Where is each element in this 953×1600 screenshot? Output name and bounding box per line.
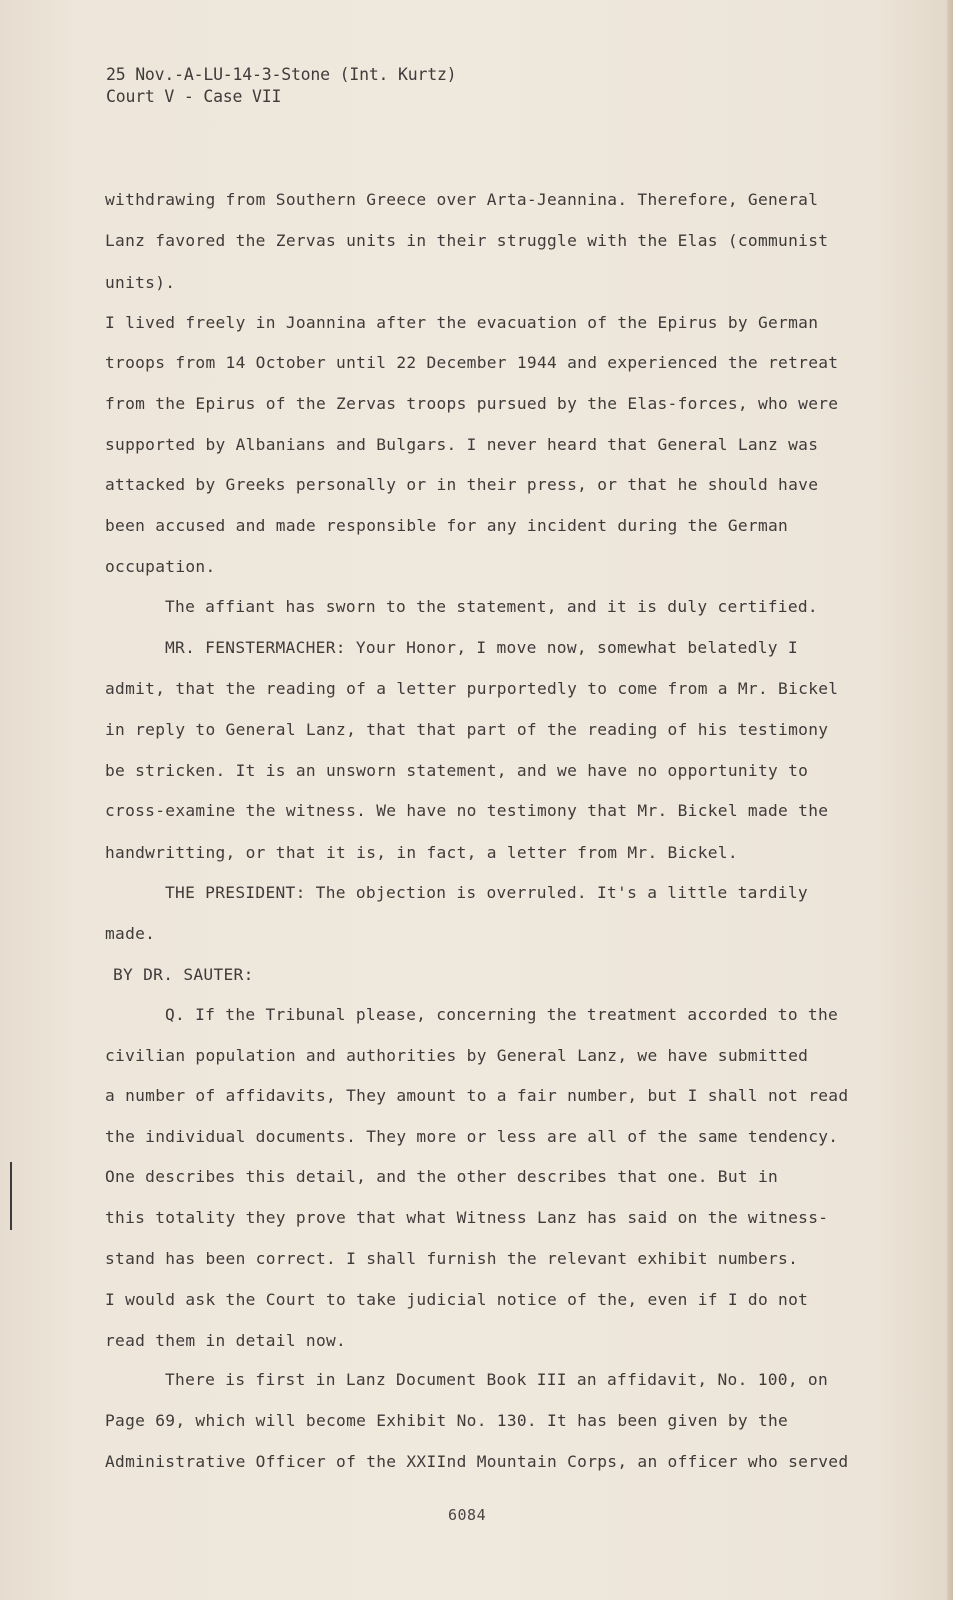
text-line: admit, that the reading of a letter purportedly to come from a Mr. Bickel	[105, 679, 839, 698]
text-line: I lived freely in Joannina after the evacuation of the Epirus by German	[105, 313, 819, 332]
text-line: handwritting, or that it is, in fact, a letter from Mr. Bickel.	[105, 843, 738, 862]
margin-mark	[10, 1162, 12, 1230]
page-edge	[947, 0, 953, 1600]
text-line: MR. FENSTERMACHER: Your Honor, I move now, somewhat belatedly I	[165, 638, 798, 657]
text-line: this totality they prove that what Witness Lanz has said on the witness-	[105, 1208, 829, 1227]
text-line: the individual documents. They more or less are all of the same tendency.	[105, 1127, 839, 1146]
text-line: civilian population and authorities by General Lanz, we have submitted	[105, 1046, 809, 1065]
text-line: stand has been correct. I shall furnish the relevant exhibit numbers.	[105, 1249, 799, 1268]
text-line: be stricken. It is an unsworn statement, and we have no opportunity to	[105, 761, 809, 780]
text-line: One describes this detail, and the other describes that one. But in	[105, 1167, 779, 1186]
page-number: 6084	[448, 1506, 487, 1524]
text-line: Q. If the Tribunal please, concerning the treatment accorded to the	[165, 1005, 839, 1024]
text-line: occupation.	[105, 557, 216, 576]
text-line: Lanz favored the Zervas units in their struggle with the Elas (communist	[105, 231, 829, 250]
text-line: The affiant has sworn to the statement, and it is duly certified.	[165, 597, 818, 616]
text-line: attacked by Greeks personally or in their press, or that he should have	[105, 475, 819, 494]
text-line: been accused and made responsible for any incident during the German	[105, 516, 789, 535]
text-line: There is first in Lanz Document Book III an affidavit, No. 100, on	[165, 1370, 829, 1389]
text-line: THE PRESIDENT: The objection is overruled. It's a little tardily	[165, 883, 808, 902]
text-line: Administrative Officer of the XXIInd Mountain Corps, an officer who served	[105, 1452, 849, 1471]
document-header	[106, 64, 456, 108]
text-line: from the Epirus of the Zervas troops pursued by the Elas-forces, who were	[105, 394, 839, 413]
text-line: BY DR. SAUTER:	[113, 965, 254, 984]
header-court-line: Court V - Case VII	[106, 87, 282, 106]
text-line: a number of affidavits, They amount to a fair number, but I shall not read	[105, 1086, 849, 1105]
text-line: in reply to General Lanz, that that part of the reading of his testimony	[105, 720, 829, 739]
text-line: made.	[105, 924, 156, 943]
text-line: cross-examine the witness. We have no testimony that Mr. Bickel made the	[105, 801, 829, 820]
header-reference-line: 25 Nov.-A-LU-14-3-Stone (Int. Kurtz)	[106, 65, 457, 84]
text-line: units).	[105, 273, 176, 292]
text-line: supported by Albanians and Bulgars. I never heard that General Lanz was	[105, 435, 819, 454]
text-line: read them in detail now.	[105, 1331, 347, 1350]
text-line: troops from 14 October until 22 December 1944 and experienced the retreat	[105, 353, 839, 372]
text-line: I would ask the Court to take judicial notice of the, even if I do not	[105, 1290, 809, 1309]
text-line: Page 69, which will become Exhibit No. 130. It has been given by the	[105, 1411, 789, 1430]
text-line: withdrawing from Southern Greece over Arta-Jeannina. Therefore, General	[105, 190, 819, 209]
